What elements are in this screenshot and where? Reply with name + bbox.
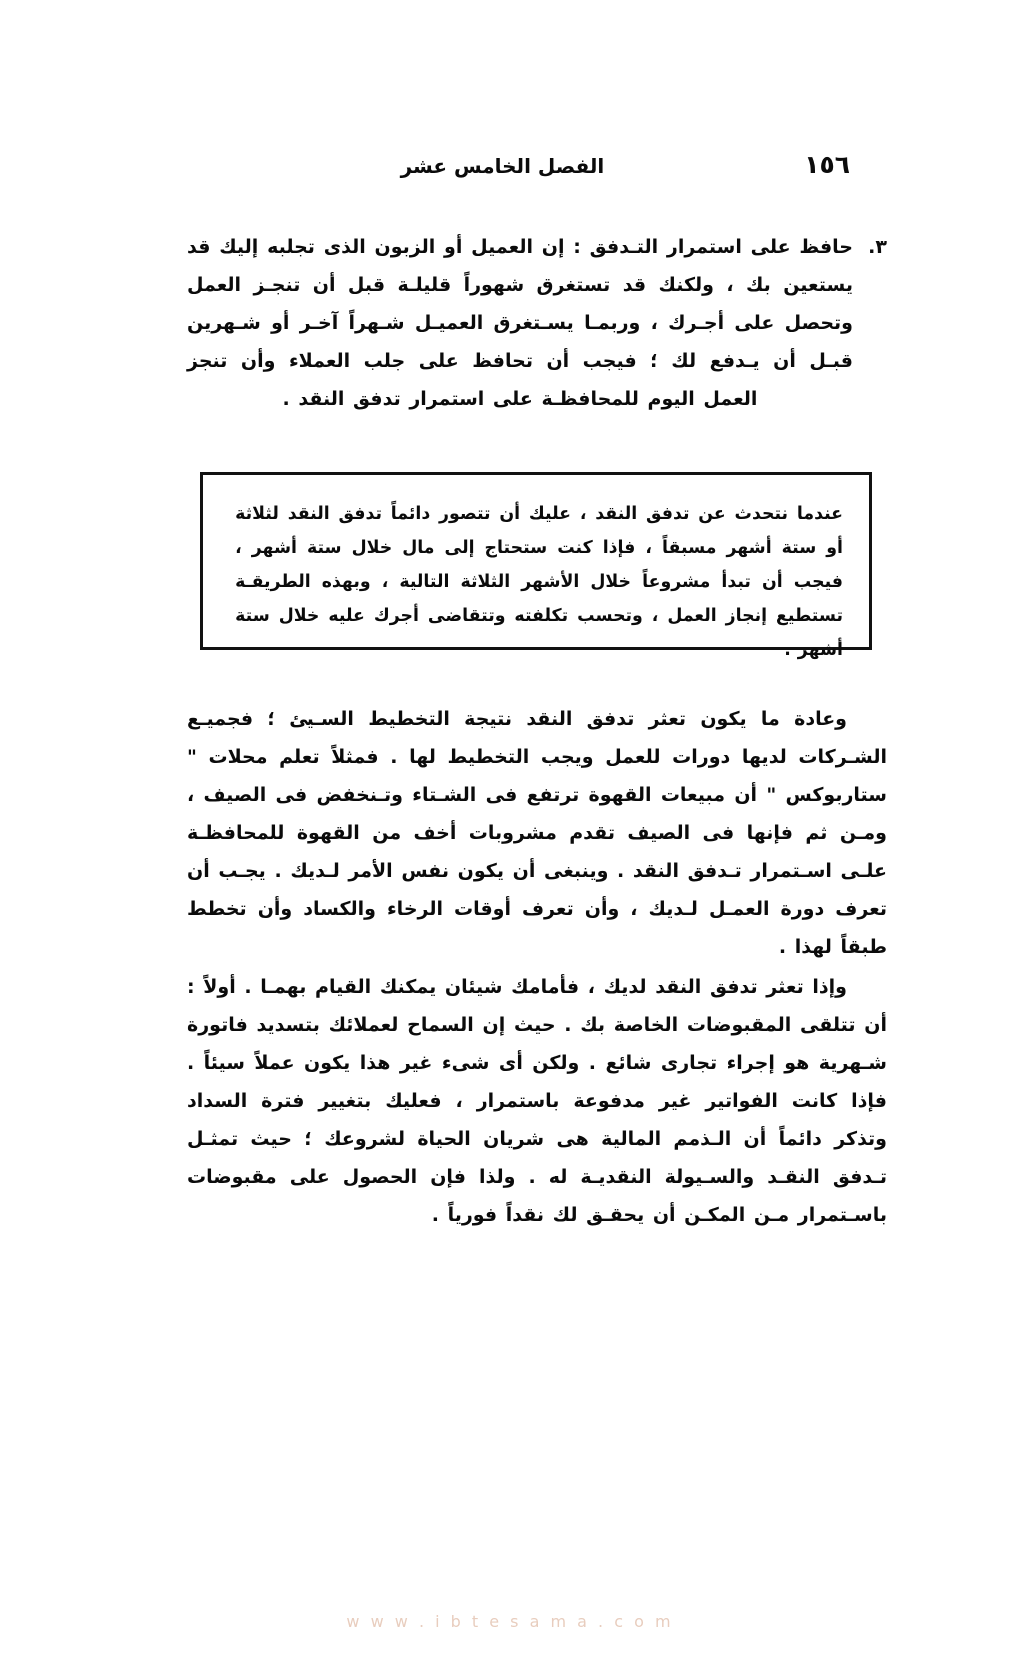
list-item-body [187,228,853,418]
list-item [187,228,887,418]
numbered-list [187,228,887,424]
callout-box-inner [203,475,869,677]
footer-watermark: w w w . i b t e s a m a . c o m [346,1612,674,1631]
body-text [187,700,887,1236]
body-paragraph-1: وعادة ما يكون تعثر تدفق النقد نتيجة التخطيط السـيئ ؛ فجميـع الشـركات لديها دورات للعمل ويجب التخطيط لها . فمثلاً تعلم محلات " ستاربوكس " أن مبيعات القهوة ترتفع فى الشـتاء وتـنخفض فى الصيف ، ومـن ثم فإنها فى الصيف تقدم مشروبات أخف من القهوة للمحافظـة علـى اسـتمرار تـدفق النقد . وينبغى أن يكون نفس الأمر لـديك . يجـب أن تعرف دورة العمـل لـديك ، وأن تعرف أوقات الرخاء والكساد وأن تخطط طبقاً لهذا . [187,708,887,958]
callout-text: عندما نتحدث عن تدفق النقد ، عليك أن تتصور دائماً تدفق النقد لثلاثة أو ستة أشهر مسبقاً ، فإذا كنت ستحتاج إلى مال خلال ستة أشهر ، فيجب أن تبدأ مشروعاً خلال الأشهر الثلاثة التالية ، وبهذه الطريقـة تستطيع إنجاز العمل ، وتحسب تكلفته وتتقاضى أجرك عليه خلال ستة أشهر . [235,504,843,660]
list-item-text: حافظ على استمرار التـدفق : إن العميل أو الزبون الذى تجلبه إليك قد يستعين بك ، ولكنك قد تستغرق شهوراً قليلـة قبل أن تنجـز العمل وتحصل على أجـرك ، وربمـا يسـتغرق العميـل شـهراً آخـر أو شـهرين قبـل أن يـدفع لك ؛ فيجب أن تحافظ على جلب العملاء وأن تنجز العمل اليوم للمحافظـة على استمرار تدفق النقد . [187,236,853,410]
page-number: ١٥٦ [804,150,850,179]
list-item-marker: ٣. [868,236,887,258]
chapter-title: الفصل الخامس عشر [400,154,605,178]
callout-box [200,472,872,660]
running-head [170,150,850,184]
body-paragraph-2: وإذا تعثر تدفق النقد لديك ، فأمامك شيئان يمكنك القيام بهمـا . أولاً : أن تتلقى المقبوضات الخاصة بك . حيث إن السماح لعملائك بتسديد فاتورة شـهرية هو إجراء تجارى شائع . ولكن أى شىء غير هذا يكون عملاً سيئاً . فإذا كانت الفواتير غير مدفوعة باستمرار ، فعليك بتغيير فترة السداد وتذكر دائماً أن الـذمم المالية هى شريان الحياة لشروعك ؛ حيث تمثـل تـدفق النقـد والسـيولة النقديـة له . ولذا فإن الحصول على مقبوضات باسـتمرار مـن المكـن أن يحقـق لك نقداً فورياً . [187,976,887,1226]
